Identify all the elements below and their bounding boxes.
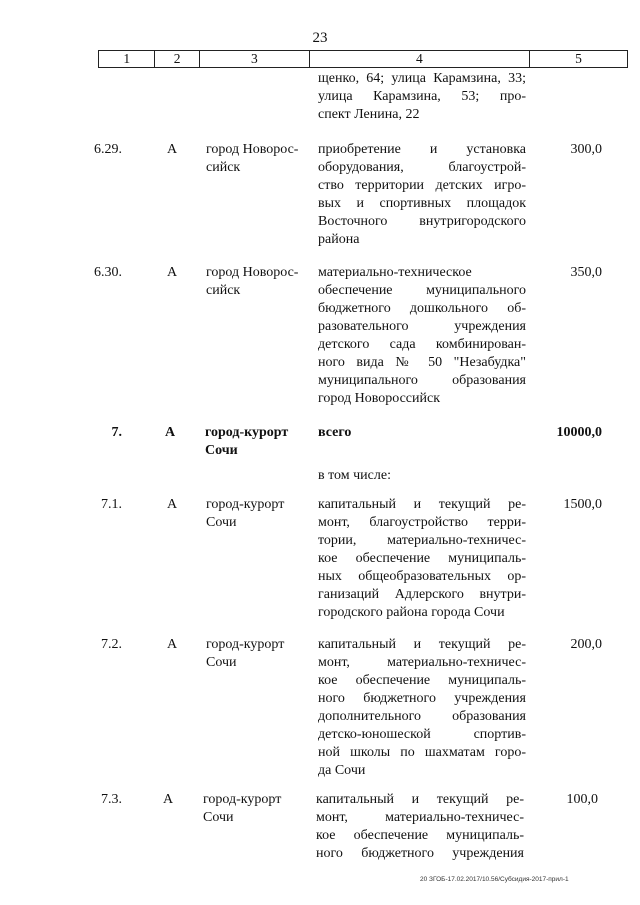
row-place: город-курорт Сочи [205,425,289,458]
row-place: город-курорт Сочи [206,497,285,530]
document-footer: 20 ЗГОБ-17.02.2017/10.56/Субсидия-2017-прил-1 [420,876,569,883]
continuation-text: щенко, 64; улица Карамзина, 33; улица Карамзина, 53; про- спект Ленина, 22 [318,71,526,122]
row-number: 7.3. [101,792,122,807]
column-header-5: 5 [530,51,628,68]
row-category: А [167,637,178,652]
row-amount: 300,0 [570,142,602,157]
row-description: приобретение и установка оборудования, благоустрой- ство территории детских игро- вых и спортивных площадок Восточного внутригородского района [318,142,526,247]
row-number: 7. [111,425,122,440]
row-number: 7.1. [101,497,122,512]
row-amount: 100,0 [566,792,598,807]
column-header-2: 2 [155,51,200,68]
row-amount: 10000,0 [556,425,602,440]
row-place: город Новорос- сийск [206,142,299,175]
row-number: 6.30. [94,265,122,280]
page-number: 23 [312,30,328,46]
row-amount: 1500,0 [563,497,602,512]
row-number: 7.2. [101,637,122,652]
row-category: А [165,425,176,440]
row-amount: 200,0 [570,637,602,652]
row-place: город Новорос- сийск [206,265,299,298]
row-description: капитальный и текущий ре- монт, материально-техничес- кое обеспечение муниципаль- ного бюджетного учреждения [316,792,524,861]
row-category: А [167,265,178,280]
column-header-4: 4 [309,51,529,68]
row-description: капитальный и текущий ре- монт, материально-техничес- кое обеспечение муниципаль- ного бюджетного учреждения дополнительного образования детско-юношеской спортив- ной школы по шахматам горо- да Сочи [318,637,526,778]
row-place: город-курорт Сочи [203,792,282,825]
row-number: 6.29. [94,142,122,157]
row-description: капитальный и текущий ре- монт, благоустройство терри- тории, материально-техничес- кое обеспечение муниципаль- ных общеобразовательных ор- ганизаций Адлерского внутри- городского района города Сочи [318,497,526,620]
column-header-3: 3 [199,51,309,68]
subtotal-caption: в том числе: [318,468,391,483]
row-category: А [167,497,178,512]
row-description: всего [318,425,352,440]
row-amount: 350,0 [570,265,602,280]
row-place: город-курорт Сочи [206,637,285,670]
column-header-table [98,50,628,68]
column-header-1: 1 [99,51,155,68]
row-description: материально-техническое обеспечение муниципального бюджетного дошкольного об- разовательного учреждения детского сада комбинирован- ного вида № 50 "Незабудка" муниципального образования город Новороссийск [318,265,526,406]
row-category: А [167,142,178,157]
row-category: А [163,792,174,807]
